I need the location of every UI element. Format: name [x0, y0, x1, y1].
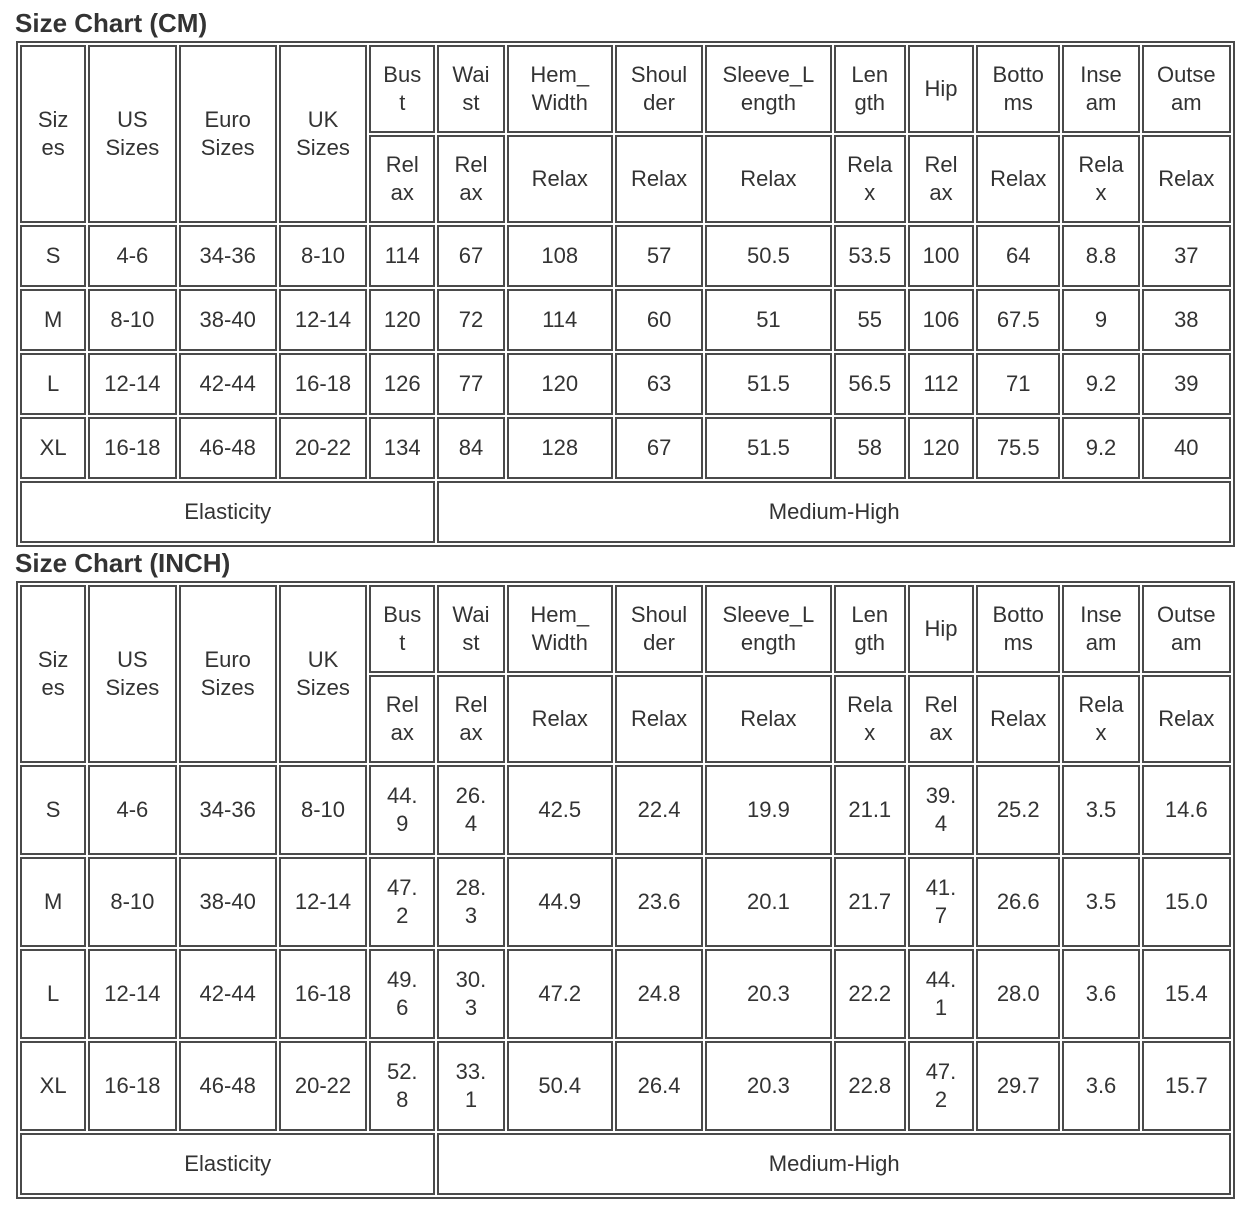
- table-cell: 29.7: [976, 1041, 1060, 1131]
- table-cell: 57: [615, 225, 703, 287]
- table-cell: 30. 3: [437, 949, 504, 1039]
- table-cell: 71: [976, 353, 1060, 415]
- table-cell: S: [20, 225, 86, 287]
- header-fit: Rel ax: [908, 135, 974, 223]
- table-cell: 39: [1142, 353, 1231, 415]
- table-cell: 51.5: [705, 353, 831, 415]
- header-fit: Relax: [705, 135, 831, 223]
- table-cell: 20.3: [705, 1041, 831, 1131]
- table-row: [20, 353, 1231, 415]
- table-row: [20, 949, 1231, 1039]
- table-cell: 21.7: [834, 857, 906, 947]
- table-cell: 9.2: [1062, 353, 1139, 415]
- table-cell: 46-48: [179, 1041, 277, 1131]
- table-cell: 120: [369, 289, 435, 351]
- header-euro-sizes: Euro Sizes: [179, 585, 277, 763]
- table-cell: 8-10: [279, 765, 367, 855]
- table-cell: 8.8: [1062, 225, 1139, 287]
- table-cell: 12-14: [88, 353, 176, 415]
- header-sizes: Siz es: [20, 45, 86, 223]
- elasticity-label: Elasticity: [20, 481, 435, 543]
- table-row: [20, 857, 1231, 947]
- table-cell: 3.5: [1062, 857, 1139, 947]
- header-fit: Rel ax: [369, 135, 435, 223]
- table-cell: 126: [369, 353, 435, 415]
- header-measure: Hem_ Width: [507, 45, 613, 133]
- table-cell: 67.5: [976, 289, 1060, 351]
- table-cell: 52. 8: [369, 1041, 435, 1131]
- header-fit: Relax: [507, 135, 613, 223]
- table-cell: 84: [437, 417, 504, 479]
- header-fit: Rel ax: [437, 675, 504, 763]
- header-measure: Shoul der: [615, 585, 703, 673]
- header-measure: Hip: [908, 45, 974, 133]
- table-cell: 3.6: [1062, 1041, 1139, 1131]
- table-cell: 42.5: [507, 765, 613, 855]
- table-cell: 55: [834, 289, 906, 351]
- table-cell: XL: [20, 417, 86, 479]
- table-cell: 20-22: [279, 1041, 367, 1131]
- table-cell: 23.6: [615, 857, 703, 947]
- table-cell: 16-18: [279, 949, 367, 1039]
- table-cell: 26.4: [615, 1041, 703, 1131]
- header-measure: Bus t: [369, 585, 435, 673]
- table-cell: 38: [1142, 289, 1231, 351]
- table-cell: 42-44: [179, 353, 277, 415]
- table-cell: 24.8: [615, 949, 703, 1039]
- table-cell: 20.3: [705, 949, 831, 1039]
- table-cell: 26.6: [976, 857, 1060, 947]
- table-cell: 38-40: [179, 857, 277, 947]
- table-cell: 19.9: [705, 765, 831, 855]
- header-sizes: Siz es: [20, 585, 86, 763]
- table-cell: 8-10: [279, 225, 367, 287]
- table-cell: 106: [908, 289, 974, 351]
- table-row: [20, 225, 1231, 287]
- table-cell: 44. 9: [369, 765, 435, 855]
- header-measure: Inse am: [1062, 45, 1139, 133]
- title-cm: Size Chart (CM): [15, 8, 208, 38]
- header-fit: Relax: [705, 675, 831, 763]
- table-cell: 72: [437, 289, 504, 351]
- table-cell: 51: [705, 289, 831, 351]
- header-fit: Rela x: [834, 135, 906, 223]
- table-row: [20, 765, 1231, 855]
- table-cell: 22.8: [834, 1041, 906, 1131]
- table-cell: 108: [507, 225, 613, 287]
- footer-row: [20, 481, 1231, 543]
- table-cell: 8-10: [88, 857, 176, 947]
- table-cell: M: [20, 857, 86, 947]
- table-cell: 15.4: [1142, 949, 1231, 1039]
- header-measure: Hip: [908, 585, 974, 673]
- elasticity-value: Medium-High: [437, 481, 1231, 543]
- header-measure: Len gth: [834, 45, 906, 133]
- table-cell: 50.4: [507, 1041, 613, 1131]
- table-row: [20, 417, 1231, 479]
- header-measure: Wai st: [437, 585, 504, 673]
- table-cell: 47. 2: [369, 857, 435, 947]
- table-cell: 39. 4: [908, 765, 974, 855]
- table-cell: 42-44: [179, 949, 277, 1039]
- header-measure: Shoul der: [615, 45, 703, 133]
- table-cell: 20.1: [705, 857, 831, 947]
- table-row: [20, 1041, 1231, 1131]
- table-cell: 28.0: [976, 949, 1060, 1039]
- size-chart-cm: [16, 41, 1235, 547]
- table-cell: M: [20, 289, 86, 351]
- header-fit: Rela x: [834, 675, 906, 763]
- table-cell: 38-40: [179, 289, 277, 351]
- table-cell: 34-36: [179, 765, 277, 855]
- table-cell: 120: [908, 417, 974, 479]
- table-cell: XL: [20, 1041, 86, 1131]
- header-uk-sizes: UK Sizes: [279, 45, 367, 223]
- header-measure: Outse am: [1142, 585, 1231, 673]
- table-cell: 15.0: [1142, 857, 1231, 947]
- header-fit: Relax: [615, 135, 703, 223]
- header-measure: Len gth: [834, 585, 906, 673]
- header-fit: Relax: [976, 675, 1060, 763]
- header-fit: Relax: [507, 675, 613, 763]
- table-cell: 15.7: [1142, 1041, 1231, 1131]
- footer-row: [20, 1133, 1231, 1195]
- table-cell: 58: [834, 417, 906, 479]
- table-cell: 4-6: [88, 765, 176, 855]
- header-measure: Botto ms: [976, 45, 1060, 133]
- header-measure: Hem_ Width: [507, 585, 613, 673]
- header-row: [20, 585, 1231, 673]
- header-fit: Rela x: [1062, 135, 1139, 223]
- table-cell: 47. 2: [908, 1041, 974, 1131]
- table-cell: 112: [908, 353, 974, 415]
- table-cell: 44.9: [507, 857, 613, 947]
- table-cell: 56.5: [834, 353, 906, 415]
- table-cell: 134: [369, 417, 435, 479]
- table-cell: S: [20, 765, 86, 855]
- table-cell: 67: [437, 225, 504, 287]
- header-measure: Sleeve_L ength: [705, 45, 831, 133]
- header-measure: Inse am: [1062, 585, 1139, 673]
- header-row: [20, 45, 1231, 133]
- table-cell: 60: [615, 289, 703, 351]
- header-us-sizes: US Sizes: [88, 585, 176, 763]
- header-fit: Relax: [1142, 135, 1231, 223]
- table-cell: 33. 1: [437, 1041, 504, 1131]
- table-cell: 12-14: [88, 949, 176, 1039]
- table-cell: 3.6: [1062, 949, 1139, 1039]
- table-cell: 50.5: [705, 225, 831, 287]
- table-cell: 21.1: [834, 765, 906, 855]
- header-measure: Wai st: [437, 45, 504, 133]
- table-cell: 9: [1062, 289, 1139, 351]
- title-inch: Size Chart (INCH): [15, 548, 231, 578]
- header-uk-sizes: UK Sizes: [279, 585, 367, 763]
- header-fit: Rel ax: [369, 675, 435, 763]
- header-fit: Rela x: [1062, 675, 1139, 763]
- table-cell: 49. 6: [369, 949, 435, 1039]
- table-cell: 22.2: [834, 949, 906, 1039]
- table-cell: 41. 7: [908, 857, 974, 947]
- table-cell: 22.4: [615, 765, 703, 855]
- table-cell: 47.2: [507, 949, 613, 1039]
- header-measure: Sleeve_L ength: [705, 585, 831, 673]
- table-cell: 12-14: [279, 289, 367, 351]
- header-fit: Rel ax: [908, 675, 974, 763]
- table-cell: L: [20, 353, 86, 415]
- table-cell: 51.5: [705, 417, 831, 479]
- table-cell: 26. 4: [437, 765, 504, 855]
- table-cell: 40: [1142, 417, 1231, 479]
- table-cell: 16-18: [88, 1041, 176, 1131]
- header-fit: Relax: [1142, 675, 1231, 763]
- table-cell: 75.5: [976, 417, 1060, 479]
- header-measure: Outse am: [1142, 45, 1231, 133]
- table-cell: 14.6: [1142, 765, 1231, 855]
- header-measure: Bus t: [369, 45, 435, 133]
- header-fit: Relax: [976, 135, 1060, 223]
- table-cell: 44. 1: [908, 949, 974, 1039]
- table-cell: 77: [437, 353, 504, 415]
- header-us-sizes: US Sizes: [88, 45, 176, 223]
- table-cell: 20-22: [279, 417, 367, 479]
- table-cell: 3.5: [1062, 765, 1139, 855]
- table-cell: 46-48: [179, 417, 277, 479]
- table-cell: 63: [615, 353, 703, 415]
- table-cell: 100: [908, 225, 974, 287]
- table-cell: 8-10: [88, 289, 176, 351]
- table-cell: 114: [369, 225, 435, 287]
- table-cell: 53.5: [834, 225, 906, 287]
- table-cell: 12-14: [279, 857, 367, 947]
- header-euro-sizes: Euro Sizes: [179, 45, 277, 223]
- table-cell: 34-36: [179, 225, 277, 287]
- header-fit: Rel ax: [437, 135, 504, 223]
- table-row: [20, 289, 1231, 351]
- table-cell: 9.2: [1062, 417, 1139, 479]
- table-cell: 16-18: [88, 417, 176, 479]
- table-cell: 16-18: [279, 353, 367, 415]
- table-cell: 64: [976, 225, 1060, 287]
- elasticity-label: Elasticity: [20, 1133, 435, 1195]
- elasticity-value: Medium-High: [437, 1133, 1231, 1195]
- table-cell: 25.2: [976, 765, 1060, 855]
- header-measure: Botto ms: [976, 585, 1060, 673]
- table-cell: 4-6: [88, 225, 176, 287]
- table-cell: 128: [507, 417, 613, 479]
- header-fit: Relax: [615, 675, 703, 763]
- table-cell: 120: [507, 353, 613, 415]
- table-cell: 37: [1142, 225, 1231, 287]
- size-chart-inch: [16, 581, 1235, 1199]
- table-cell: 114: [507, 289, 613, 351]
- table-cell: 67: [615, 417, 703, 479]
- table-cell: L: [20, 949, 86, 1039]
- table-cell: 28. 3: [437, 857, 504, 947]
